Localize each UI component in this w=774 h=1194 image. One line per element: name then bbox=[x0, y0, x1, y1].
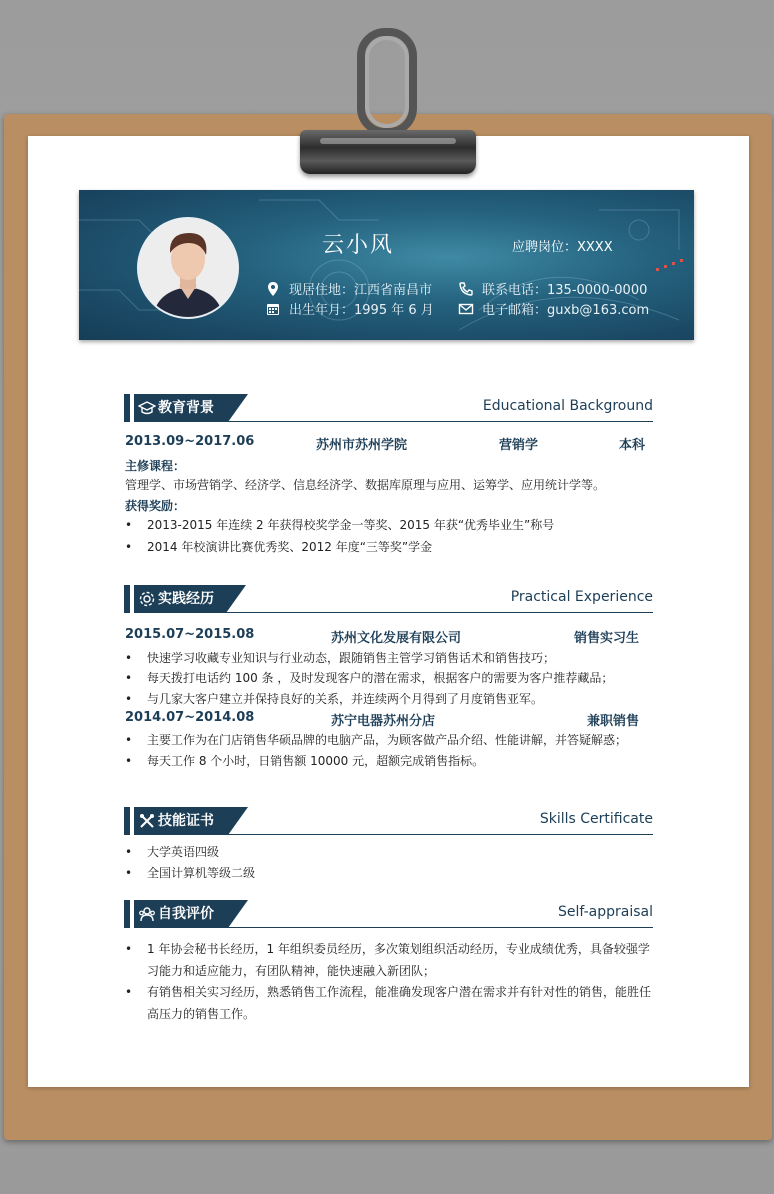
self-item: • 1 年协会秘书长经历，1 年组织委员经历，多次策划组织活动经历，专业成绩优秀，具备较强学习能力和适应能力，有团队精神，能快速融入新团队； bbox=[125, 938, 655, 982]
self-item: • 有销售相关实习经历，熟悉销售工作流程，能准确发现客户潜在需求并有针对性的销售，能胜任高压力的销售工作。 bbox=[125, 981, 655, 1025]
self-section-header bbox=[124, 900, 653, 928]
candidate-name: 云小风 bbox=[322, 233, 395, 258]
skills-title-en: Skills Certificate bbox=[539, 811, 653, 827]
people-icon bbox=[138, 905, 156, 923]
binder-clip bbox=[300, 130, 476, 174]
address: 现居住地：江西省南昌市 bbox=[289, 283, 433, 298]
job-item: • 每天拨打电话约 100 条 ，及时发现客户的潜在需求，根据客户的需要为客户推荐藏品； bbox=[125, 669, 613, 687]
gear-icon bbox=[138, 590, 156, 608]
job-item: • 主要工作为在门店销售华硕品牌的电脑产品，为顾客做产品介绍、性能讲解，并答疑解惑； bbox=[125, 731, 627, 749]
skill-item: • 大学英语四级 bbox=[125, 843, 219, 861]
award-item: • 2014 年校演讲比赛优秀奖、2012 年度“三等奖”学金 bbox=[125, 538, 432, 556]
mail-icon bbox=[458, 301, 474, 317]
job-period: 2015.07~2015.08 bbox=[125, 627, 255, 642]
experience-section-header bbox=[124, 585, 653, 613]
job-item: • 每天工作 8 个小时，日销售额 10000 元，超额完成销售指标。 bbox=[125, 752, 484, 770]
binder-clip-highlight bbox=[365, 36, 409, 128]
email-line bbox=[458, 299, 649, 318]
education-title-en: Educational Background bbox=[482, 398, 653, 414]
phone: 联系电话：135-0000-0000 bbox=[482, 283, 648, 298]
calendar-icon bbox=[265, 301, 281, 317]
education-degree: 本科 bbox=[619, 438, 646, 453]
skills-title: 技能证书 bbox=[158, 813, 214, 829]
job-role: 兼职销售 bbox=[587, 714, 640, 729]
self-title-en: Self-appraisal bbox=[558, 904, 653, 920]
phone-icon bbox=[458, 281, 474, 297]
award-item: • 2013-2015 年连续 2 年获得校奖学金一等奖、2015 年获“优秀毕业生”称号 bbox=[125, 516, 554, 534]
job-company: 苏宁电器苏州分店 bbox=[331, 714, 436, 729]
tools-icon bbox=[138, 812, 156, 830]
job-period: 2014.07~2014.08 bbox=[125, 710, 255, 725]
job-item: • 快速学习收藏专业知识与行业动态，跟随销售主管学习销售话术和销售技巧； bbox=[125, 649, 555, 667]
target-position: 应聘岗位：XXXX bbox=[512, 240, 613, 255]
birth-line bbox=[265, 299, 434, 318]
education-period: 2013.09~2017.06 bbox=[125, 434, 255, 449]
experience-title: 实践经历 bbox=[158, 591, 214, 607]
graduation-cap-icon bbox=[138, 399, 156, 417]
address-line bbox=[265, 279, 432, 298]
avatar bbox=[137, 217, 239, 319]
courses-label: 主修课程： bbox=[125, 459, 186, 473]
birth-date: 出生年月：1995 年 6 月 bbox=[289, 303, 434, 318]
education-major: 营销学 bbox=[499, 438, 539, 453]
self-title: 自我评价 bbox=[158, 906, 214, 922]
education-title: 教育背景 bbox=[158, 400, 214, 416]
email: 电子邮箱：guxb@163.com bbox=[482, 303, 650, 318]
education-section-header bbox=[124, 394, 653, 422]
skills-section-header bbox=[124, 807, 653, 835]
experience-title-en: Practical Experience bbox=[510, 589, 653, 605]
awards-label: 获得奖励： bbox=[125, 499, 186, 513]
job-item: • 与几家大客户建立并保持良好的关系，并连续两个月得到了月度销售亚军。 bbox=[125, 690, 543, 708]
skill-item: • 全国计算机等级二级 bbox=[125, 864, 255, 882]
phone-line bbox=[458, 279, 647, 298]
courses-text: 管理学、市场营销学、经济学、信息经济学、数据库原理与应用、运筹学、应用统计学等。 bbox=[125, 478, 606, 492]
location-icon bbox=[265, 281, 281, 297]
job-role: 销售实习生 bbox=[574, 631, 640, 646]
education-school: 苏州市苏州学院 bbox=[316, 438, 408, 453]
job-company: 苏州文化发展有限公司 bbox=[331, 631, 462, 646]
